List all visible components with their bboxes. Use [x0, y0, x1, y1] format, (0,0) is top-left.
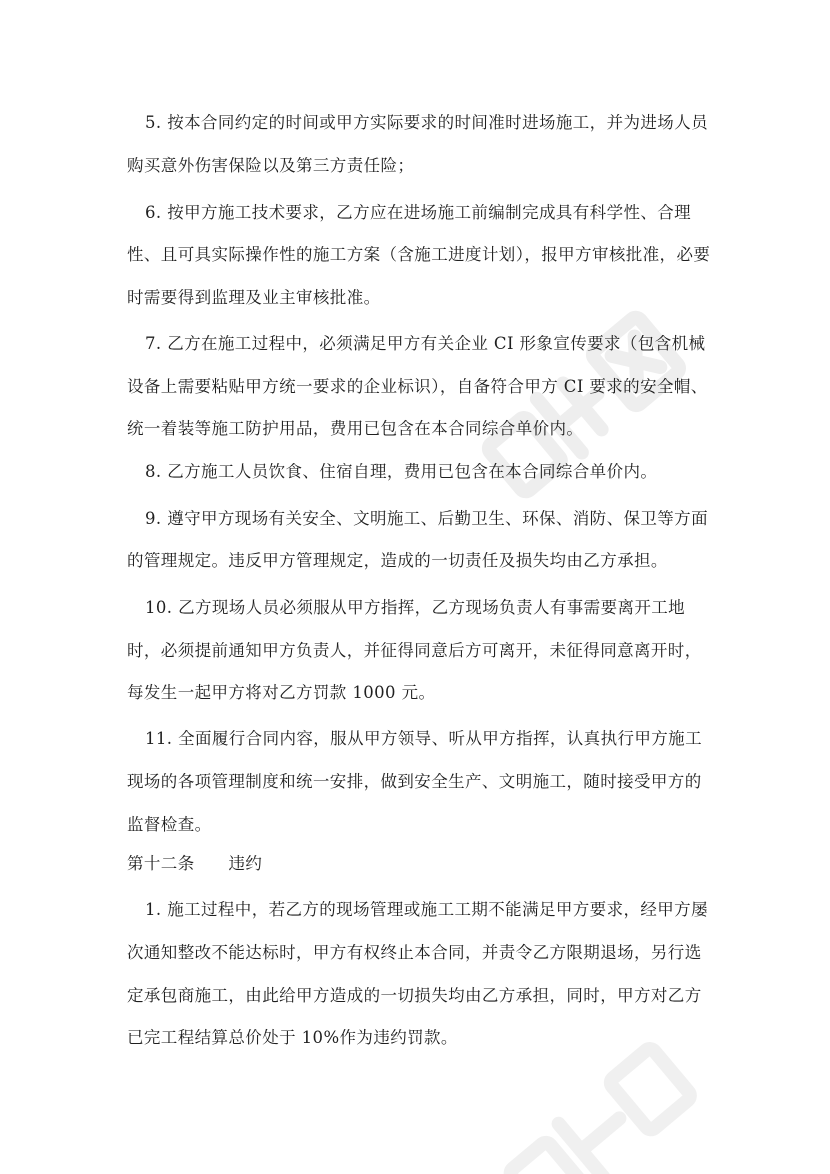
item-5-line-2: 购买意外伤害保险以及第三方责任险；	[127, 156, 415, 175]
item-9-line-1: 9. 遵守甲方现场有关安全、文明施工、后勤卫生、环保、消防、保卫等方面	[145, 509, 708, 528]
item-10-line-2: 时，必须提前通知甲方负责人，并征得同意后方可离开，未征得同意离开时，	[127, 641, 702, 660]
item-5-line-1: 5. 按本合同约定的时间或甲方实际要求的时间准时进场施工，并为进场人员	[145, 113, 708, 132]
item-11-line-1: 11. 全面履行合同内容，服从甲方领导、听从甲方指挥，认真执行甲方施工	[145, 729, 702, 748]
item-7-line-2: 设备上需要粘贴甲方统一要求的企业标识），自备符合甲方 CI 要求的安全帽、	[127, 377, 708, 396]
item-7-line-3: 统一着装等施工防护用品，费用已包含在本合同综合单价内。	[127, 419, 584, 438]
item-7-line-1: 7. 乙方在施工过程中，必须满足甲方有关企业 CI 形象宣传要求（包含机械	[145, 334, 706, 353]
item-11-line-3: 监督检查。	[127, 815, 212, 834]
item-11-line-2: 现场的各项管理制度和统一安排，做到安全生产、文明施工，随时接受甲方的	[127, 772, 702, 791]
item-6-line-3: 时需要得到监理及业主审核批准。	[127, 288, 381, 307]
breach-item-1-line-2: 次通知整改不能达标时，甲方有权终止本合同，并责令乙方限期退场，另行选	[127, 943, 702, 962]
item-9-line-2: 的管理规定。违反甲方管理规定，造成的一切责任及损失均由乙方承担。	[127, 551, 668, 570]
item-6-line-2: 性、且可具实际操作性的施工方案（含施工进度计划），报甲方审核批准，必要	[127, 245, 711, 264]
item-6-line-1: 6. 按甲方施工技术要求，乙方应在进场施工前编制完成具有科学性、合理	[145, 203, 692, 222]
section-heading: 第十二条 违约	[127, 854, 263, 873]
watermark-graphic	[440, 270, 740, 530]
breach-item-1-line-4: 已完工程结算总价处于 10%作为违约罚款。	[127, 1028, 458, 1047]
item-8-line-1: 8. 乙方施工人员饮食、住宿自理，费用已包含在本合同综合单价内。	[145, 462, 658, 481]
breach-item-1-line-3: 定承包商施工，由此给甲方造成的一切损失均由乙方承担，同时，甲方对乙方	[127, 986, 702, 1005]
breach-item-1-line-1: 1. 施工过程中，若乙方的现场管理或施工工期不能满足甲方要求，经甲方屡	[145, 900, 708, 919]
item-10-line-3: 每发生一起甲方将对乙方罚款 1000 元。	[127, 683, 436, 702]
item-10-line-1: 10. 乙方现场人员必须服从甲方指挥，乙方现场负责人有事需要离开工地	[145, 598, 686, 617]
watermark-graphic-bottom	[440, 1020, 740, 1174]
